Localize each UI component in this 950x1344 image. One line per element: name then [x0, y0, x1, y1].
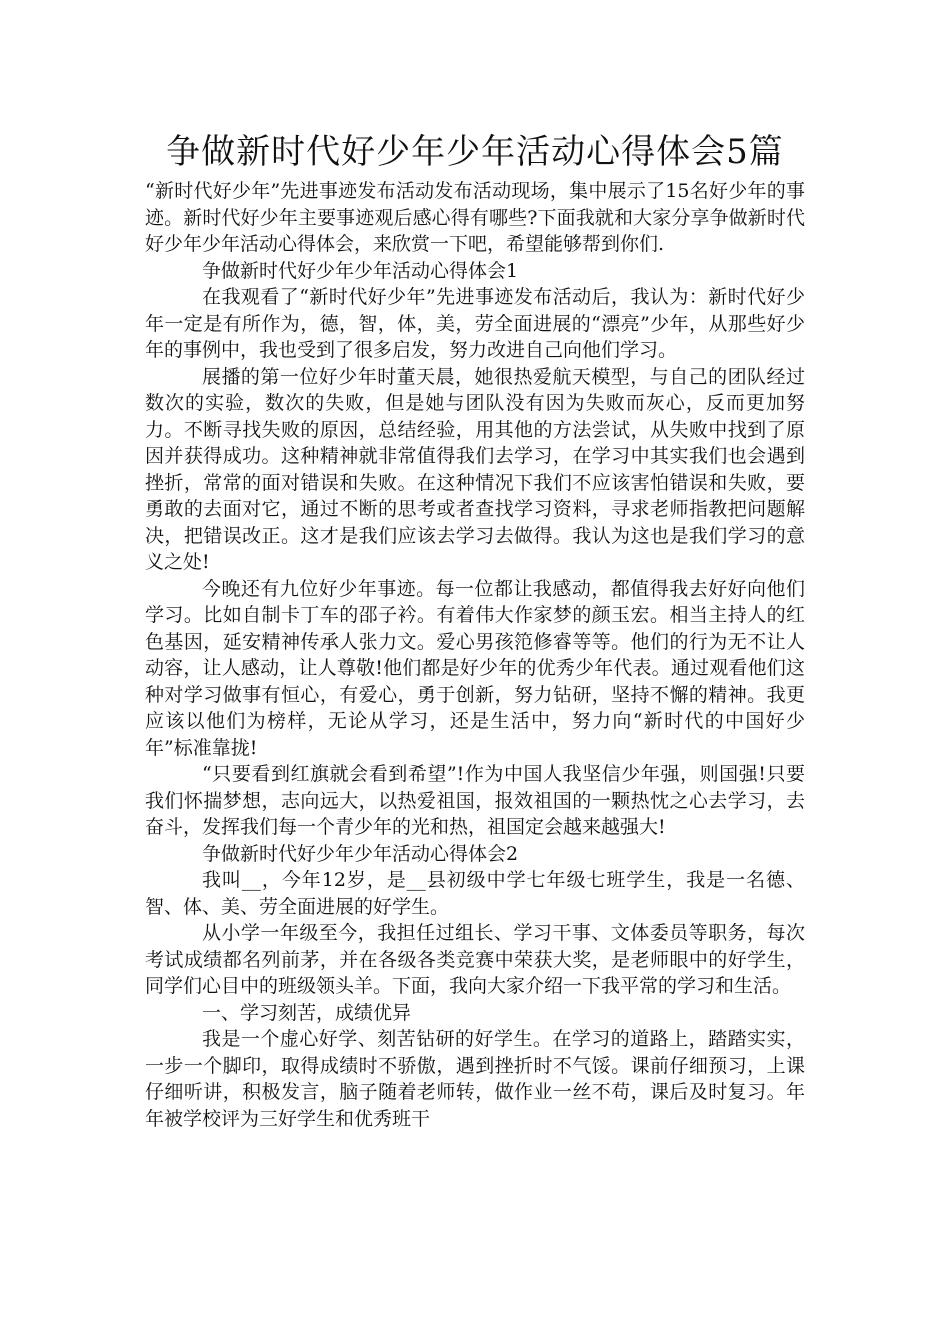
body-paragraph: 我叫__，今年12岁，是__县初级中学七年级七班学生，我是一名德、智、体、美、劳全面进展的好学生。	[145, 869, 805, 918]
body-paragraph: “只要看到红旗就会看到希望”!作为中国人我坚信少年强，则国强!只要我们怀揣梦想，志向远大，以热爱祖国，报效祖国的一颗热忱之心去学习，去奋斗，发挥我们每一个青少年的光和热，祖国定会越来越强大!	[145, 763, 805, 838]
body-paragraph: 从小学一年级至今，我担任过组长、学习干事、文体委员等职务，每次考试成绩都名列前茅，并在各级各类竞赛中荣获大奖，是老师眼中的好学生，同学们心目中的班级领头羊。下面，我向大家介绍一下我平常的学习和生活。	[145, 922, 805, 997]
intro-paragraph: “新时代好少年”先进事迹发布活动发布活动现场，集中展示了15名好少年的事迹。新时代好少年主要事迹观后感心得有哪些?下面我就和大家分享争做新时代好少年少年活动心得体会，来欣赏一下吧，希望能够帮到你们.	[145, 180, 805, 255]
body-paragraph: 今晚还有九位好少年事迹。每一位都让我感动，都值得我去好好向他们学习。比如自制卡丁车的邵子衿。有着伟大作家梦的颜玉宏。相当主持人的红色基因，延安精神传承人张力文。爱心男孩笵修睿等等。他们的行为无不让人动容，让人感动，让人尊敬!他们都是好少年的优秀少年代表。通过观看他们这种对学习做事有恒心，有爱心，勇于创新，努力钻研，坚持不懈的精神。我更应该以他们为榜样，无论从学习，还是生活中，努力向“新时代的中国好少年”标准靠拢!	[145, 577, 805, 759]
body-paragraph: 展播的第一位好少年时董天晨，她很热爱航天模型，与自己的团队经过数次的实验，数次的失败，但是她与团队没有因为失败而灰心，反而更加努力。不断寻找失败的原因，总结经验，用其他的方法尝试，从失败中找到了原因并获得成功。这种精神就非常值得我们去学习，在学习中其实我们也会遇到挫折，常常的面对错误和失败。在这种情况下我们不应该害怕错误和失败，要勇敢的去面对它，通过不断的思考或者查找学习资料，寻求老师指教把问题解决，把错误改正。这才是我们应该去学习去做得。我认为这也是我们学习的意义之处!	[145, 365, 805, 573]
document-page	[145, 128, 805, 1132]
body-paragraph: 在我观看了“新时代好少年”先进事迹发布活动后，我认为：新时代好少年一定是有所作为，德，智，体，美，劳全面进展的“漂亮”少年，从那些好少年的事例中，我也受到了很多启发，努力改进自己向他们学习。	[145, 286, 805, 361]
subheading: 一、学习刻苦，成绩优异	[202, 1001, 412, 1024]
section-heading-2: 争做新时代好少年少年活动心得体会2	[202, 842, 519, 865]
document-title: 争做新时代好少年少年活动心得体会5篇	[166, 132, 784, 172]
section-heading-1: 争做新时代好少年少年活动心得体会1	[202, 259, 519, 282]
body-paragraph: 我是一个虚心好学、刻苦钻研的好学生。在学习的道路上，踏踏实实，一步一个脚印，取得成绩时不骄傲，遇到挫折时不气馁。课前仔细预习，上课仔细听讲，积极发言，脑子随着老师转，做作业一丝不苟，课后及时复习。年年被学校评为三好学生和优秀班干	[145, 1028, 805, 1130]
